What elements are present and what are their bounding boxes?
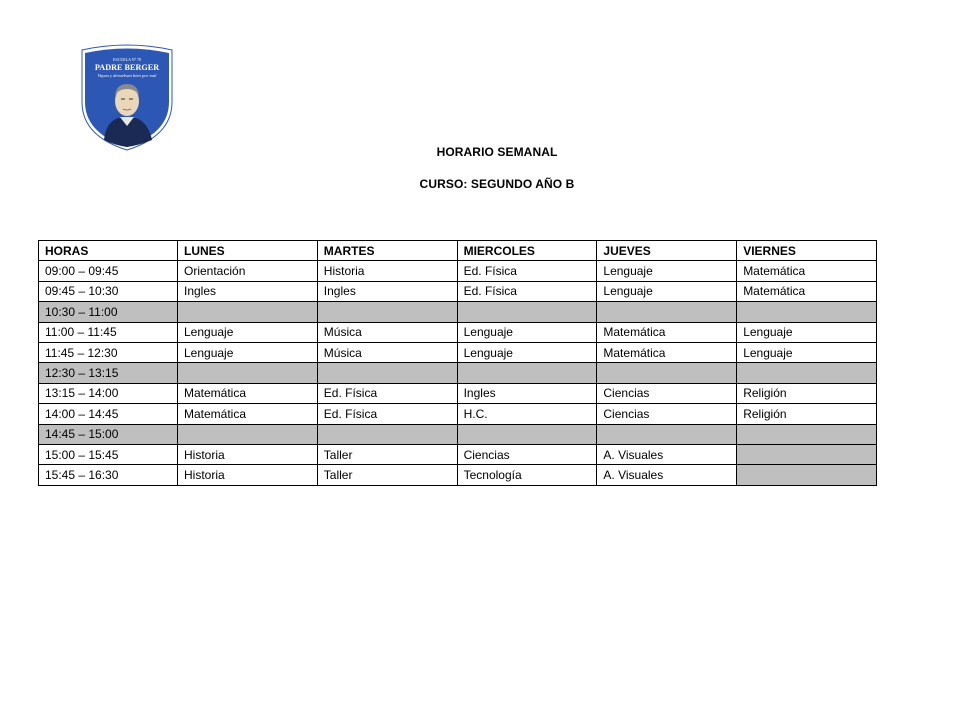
subject-cell-miercoles xyxy=(457,302,597,322)
time-slot-cell: 13:15 – 14:00 xyxy=(39,383,178,403)
schedule-body xyxy=(39,261,877,485)
subject-cell-martes: Ed. Física xyxy=(317,383,457,403)
subject-cell-jueves xyxy=(597,302,737,322)
subject-cell-lunes: Lenguaje xyxy=(178,342,318,362)
subject-cell-viernes xyxy=(737,424,877,444)
schedule-table xyxy=(38,240,877,486)
table-row xyxy=(39,404,877,424)
subject-cell-martes xyxy=(317,424,457,444)
time-slot-cell: 10:30 – 11:00 xyxy=(39,302,178,322)
subject-cell-viernes: Matemática xyxy=(737,261,877,281)
subject-cell-miercoles xyxy=(457,363,597,383)
table-row xyxy=(39,383,877,403)
table-row xyxy=(39,444,877,464)
course-label: CURSO: SEGUNDO AÑO B xyxy=(419,177,575,191)
break-row xyxy=(39,302,877,322)
time-slot-cell: 14:00 – 14:45 xyxy=(39,404,178,424)
school-logo xyxy=(76,44,178,152)
subject-cell-lunes: Lenguaje xyxy=(178,322,318,342)
time-slot-cell: 15:45 – 16:30 xyxy=(39,465,178,485)
subject-cell-miercoles: Ciencias xyxy=(457,444,597,464)
column-header-martes: MARTES xyxy=(317,241,457,261)
subject-cell-lunes: Orientación xyxy=(178,261,318,281)
subject-cell-jueves: A. Visuales xyxy=(597,444,737,464)
subject-cell-lunes xyxy=(178,424,318,444)
subject-cell-miercoles: Ed. Física xyxy=(457,261,597,281)
time-slot-cell: 09:45 – 10:30 xyxy=(39,281,178,301)
column-header-horas: HORAS xyxy=(39,241,178,261)
page-title: HORARIO SEMANAL xyxy=(436,145,558,159)
time-slot-cell: 12:30 – 13:15 xyxy=(39,363,178,383)
shield-icon xyxy=(76,44,178,152)
time-slot-cell: 11:00 – 11:45 xyxy=(39,322,178,342)
subject-cell-jueves xyxy=(597,424,737,444)
subject-cell-viernes: Lenguaje xyxy=(737,342,877,362)
table-row xyxy=(39,342,877,362)
subject-cell-martes: Ed. Física xyxy=(317,404,457,424)
time-slot-cell: 11:45 – 12:30 xyxy=(39,342,178,362)
subject-cell-jueves: Ciencias xyxy=(597,404,737,424)
subject-cell-lunes: Matemática xyxy=(178,404,318,424)
subject-cell-martes xyxy=(317,302,457,322)
logo-motto: Vayan y devuelvan bien por mal xyxy=(97,73,157,78)
subject-cell-miercoles: Lenguaje xyxy=(457,342,597,362)
column-header-viernes: VIERNES xyxy=(737,241,877,261)
subject-cell-viernes xyxy=(737,302,877,322)
subject-cell-lunes xyxy=(178,363,318,383)
break-row xyxy=(39,424,877,444)
subject-cell-martes: Música xyxy=(317,322,457,342)
subject-cell-miercoles: Tecnología xyxy=(457,465,597,485)
table-row xyxy=(39,465,877,485)
subject-cell-miercoles: Ingles xyxy=(457,383,597,403)
subject-cell-jueves: Ciencias xyxy=(597,383,737,403)
subject-cell-lunes xyxy=(178,302,318,322)
logo-name: PADRE BERGER xyxy=(94,63,160,72)
subject-cell-viernes xyxy=(737,465,877,485)
subject-cell-lunes: Historia xyxy=(178,444,318,464)
subject-cell-lunes: Matemática xyxy=(178,383,318,403)
time-slot-cell: 14:45 – 15:00 xyxy=(39,424,178,444)
subject-cell-viernes: Religión xyxy=(737,404,877,424)
subject-cell-jueves: Matemática xyxy=(597,342,737,362)
subject-cell-miercoles: Lenguaje xyxy=(457,322,597,342)
subject-cell-martes: Historia xyxy=(317,261,457,281)
column-header-jueves: JUEVES xyxy=(597,241,737,261)
subject-cell-martes: Taller xyxy=(317,444,457,464)
subject-cell-miercoles: Ed. Física xyxy=(457,281,597,301)
column-header-miercoles: MIERCOLES xyxy=(457,241,597,261)
subject-cell-jueves: Lenguaje xyxy=(597,281,737,301)
subject-cell-viernes: Religión xyxy=(737,383,877,403)
break-row xyxy=(39,363,877,383)
subject-cell-jueves: A. Visuales xyxy=(597,465,737,485)
subject-cell-lunes: Ingles xyxy=(178,281,318,301)
table-header-row xyxy=(39,241,877,261)
time-slot-cell: 09:00 – 09:45 xyxy=(39,261,178,281)
subject-cell-martes: Taller xyxy=(317,465,457,485)
subject-cell-viernes xyxy=(737,363,877,383)
subject-cell-martes: Música xyxy=(317,342,457,362)
subject-cell-viernes: Matemática xyxy=(737,281,877,301)
subject-cell-lunes: Historia xyxy=(178,465,318,485)
subject-cell-martes xyxy=(317,363,457,383)
table-row xyxy=(39,322,877,342)
time-slot-cell: 15:00 – 15:45 xyxy=(39,444,178,464)
subject-cell-jueves: Lenguaje xyxy=(597,261,737,281)
subject-cell-viernes xyxy=(737,444,877,464)
subject-cell-jueves xyxy=(597,363,737,383)
logo-line1: ESCUELA Nº 78 xyxy=(113,57,141,62)
table-row xyxy=(39,261,877,281)
subject-cell-martes: Ingles xyxy=(317,281,457,301)
table-row xyxy=(39,281,877,301)
subject-cell-viernes: Lenguaje xyxy=(737,322,877,342)
column-header-lunes: LUNES xyxy=(178,241,318,261)
subject-cell-miercoles: H.C. xyxy=(457,404,597,424)
subject-cell-jueves: Matemática xyxy=(597,322,737,342)
subject-cell-miercoles xyxy=(457,424,597,444)
